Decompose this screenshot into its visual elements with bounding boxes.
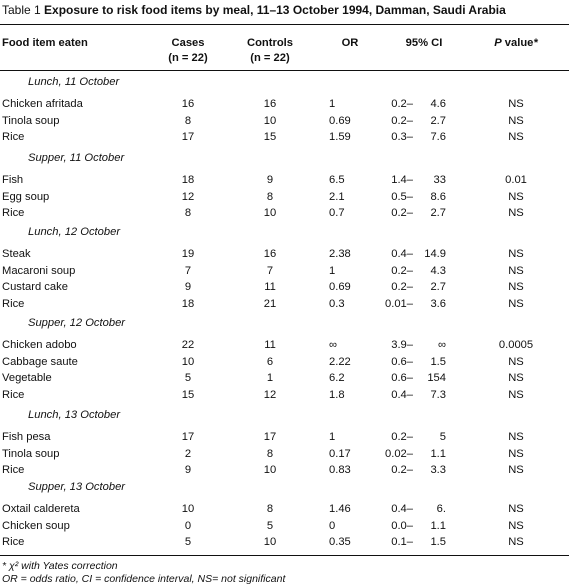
header-controls-label: Controls <box>247 37 293 49</box>
food-item-cell: Tinola soup <box>2 114 60 127</box>
controls-cell: 8 <box>266 447 274 460</box>
odds-ratio-cell: ∞ <box>329 339 337 351</box>
ci-upper-cell: 1.1 <box>430 519 446 532</box>
controls-cell: 9 <box>266 174 274 186</box>
food-item-cell: Chicken adobo <box>2 339 77 351</box>
controls-cell: 10 <box>263 114 277 127</box>
table-caption: Exposure to risk food items by meal, 11–13 October 1994, Damman, Saudi Arabia <box>44 3 506 17</box>
ci-lower-cell: 0.2– <box>391 207 413 220</box>
meal-section-heading: Lunch, 11 October <box>28 76 120 88</box>
ci-lower-cell: 0.3– <box>391 131 413 144</box>
food-item-cell: Oxtail caldereta <box>2 503 80 515</box>
food-item-cell: Chicken afritada <box>2 98 83 110</box>
controls-cell: 5 <box>266 519 274 532</box>
table-row <box>0 205 569 222</box>
ci-lower-cell: 0.4– <box>391 248 413 260</box>
controls-cell: 21 <box>263 297 277 310</box>
food-item-cell: Fish pesa <box>2 431 51 443</box>
header-p-footnote-mark: * <box>533 37 538 49</box>
controls-cell: 11 <box>264 339 276 351</box>
food-item-cell: Rice <box>2 464 25 477</box>
p-value-cell: NS <box>508 207 524 220</box>
odds-ratio-cell: 6.5 <box>329 174 345 186</box>
controls-cell: 11 <box>264 281 276 294</box>
cases-cell: 16 <box>181 98 195 110</box>
odds-ratio-cell: 0.83 <box>329 464 351 477</box>
odds-ratio-cell: 0.69 <box>329 114 351 127</box>
odds-ratio-cell: 1 <box>329 98 336 110</box>
controls-cell: 10 <box>263 536 277 549</box>
p-value-cell: NS <box>508 464 524 477</box>
ci-upper-cell: 1.1 <box>430 447 446 460</box>
food-item-cell: Egg soup <box>2 190 50 203</box>
meal-section-heading: Supper, 12 October <box>28 317 126 329</box>
ci-upper-cell: 14.9 <box>424 248 446 260</box>
table-row <box>0 263 569 280</box>
ci-lower-cell: 0.5– <box>391 190 413 203</box>
table-row <box>0 113 569 130</box>
cases-cell: 19 <box>181 248 195 260</box>
table-row <box>0 446 569 463</box>
odds-ratio-cell: 1 <box>329 431 336 443</box>
cases-cell: 8 <box>184 114 192 127</box>
controls-cell: 10 <box>263 464 277 477</box>
ci-lower-cell: 0.1– <box>391 536 413 549</box>
p-value-cell: NS <box>508 297 524 310</box>
table-row <box>0 429 569 446</box>
ci-upper-cell: 33 <box>433 174 446 186</box>
p-value-cell: NS <box>508 281 524 294</box>
food-item-cell: Fish <box>2 174 24 186</box>
p-value-cell: NS <box>508 503 524 515</box>
header-cases-n: (n = 22) <box>168 52 208 64</box>
ci-lower-cell: 0.2– <box>391 464 413 477</box>
controls-cell: 12 <box>263 388 277 401</box>
odds-ratio-cell: 1.8 <box>329 388 345 401</box>
ci-lower-cell: 0.2– <box>391 114 413 127</box>
odds-ratio-cell: 0.3 <box>329 297 345 310</box>
odds-ratio-cell: 0.7 <box>329 207 345 220</box>
header-p-letter: P <box>494 37 502 49</box>
ci-upper-cell: 4.6 <box>430 98 446 110</box>
odds-ratio-cell: 1.59 <box>329 131 351 144</box>
cases-cell: 17 <box>181 431 195 443</box>
table-row <box>0 387 569 404</box>
cases-cell: 5 <box>184 372 192 385</box>
header-or: OR <box>341 37 359 49</box>
table-row <box>0 370 569 387</box>
cases-cell: 2 <box>184 447 192 460</box>
food-item-cell: Rice <box>2 297 25 310</box>
ci-lower-cell: 0.4– <box>391 388 413 401</box>
odds-ratio-cell: 2.1 <box>329 190 345 203</box>
food-item-cell: Vegetable <box>2 372 52 385</box>
food-item-cell: Steak <box>2 248 31 260</box>
food-item-cell: Rice <box>2 131 25 144</box>
ci-upper-cell: 3.6 <box>430 297 446 310</box>
table-row <box>0 337 569 354</box>
controls-cell: 16 <box>263 248 277 260</box>
header-controls-n: (n = 22) <box>250 52 290 64</box>
table-row <box>0 96 569 113</box>
cases-cell: 10 <box>181 503 195 515</box>
p-value-cell: NS <box>508 131 524 144</box>
food-item-cell: Custard cake <box>2 281 68 294</box>
table-row <box>0 534 569 551</box>
ci-lower-cell: 0.2– <box>391 431 413 443</box>
ci-lower-cell: 0.2– <box>391 264 413 277</box>
controls-cell: 10 <box>263 207 277 220</box>
table-row <box>0 501 569 518</box>
p-value-cell: NS <box>508 388 524 401</box>
food-item-cell: Macaroni soup <box>2 264 76 277</box>
ci-upper-cell: 7.6 <box>430 131 446 144</box>
ci-upper-cell: ∞ <box>438 339 446 351</box>
cases-cell: 9 <box>184 281 192 294</box>
cases-cell: 8 <box>184 207 192 220</box>
p-value-cell: NS <box>508 98 524 110</box>
header-cases-label: Cases <box>171 37 205 49</box>
p-value-cell: NS <box>508 372 524 385</box>
ci-upper-cell: 2.7 <box>430 207 446 220</box>
ci-lower-cell: 1.4– <box>391 174 413 186</box>
ci-upper-cell: 2.7 <box>430 281 446 294</box>
ci-lower-cell: 3.9– <box>391 339 413 351</box>
controls-cell: 7 <box>266 264 274 277</box>
p-value-cell: 0.01 <box>505 174 527 186</box>
p-value-cell: NS <box>508 447 524 460</box>
ci-upper-cell: 5 <box>439 431 446 443</box>
cases-cell: 5 <box>184 536 192 549</box>
ci-upper-cell: 8.6 <box>430 190 446 203</box>
ci-upper-cell: 1.5 <box>430 536 446 549</box>
table-row <box>0 129 569 146</box>
controls-cell: 6 <box>266 355 274 368</box>
table-row <box>0 462 569 479</box>
controls-cell: 15 <box>263 131 277 144</box>
cases-cell: 12 <box>181 190 195 203</box>
ci-lower-cell: 0.2– <box>391 98 413 110</box>
p-value-cell: NS <box>508 264 524 277</box>
footnote-yates: * χ² with Yates correction <box>2 560 118 572</box>
cases-cell: 15 <box>181 388 195 401</box>
food-item-cell: Rice <box>2 207 25 220</box>
controls-cell: 8 <box>266 503 274 515</box>
odds-ratio-cell: 1.46 <box>329 503 351 515</box>
odds-ratio-cell: 2.22 <box>329 355 351 368</box>
ci-lower-cell: 0.6– <box>391 355 413 368</box>
odds-ratio-cell: 6.2 <box>329 372 345 385</box>
table-row <box>0 246 569 263</box>
controls-cell: 8 <box>266 190 274 203</box>
odds-ratio-cell: 0.17 <box>329 447 351 460</box>
cases-cell: 7 <box>184 264 192 277</box>
meal-section-heading: Supper, 11 October <box>28 152 125 164</box>
footnote-abbreviations: OR = odds ratio, CI = confidence interval, NS= not significant <box>2 573 286 585</box>
ci-upper-cell: 4.3 <box>430 264 446 277</box>
meal-section-heading: Lunch, 12 October <box>28 226 121 238</box>
p-value-cell: NS <box>508 190 524 203</box>
controls-cell: 1 <box>266 372 274 385</box>
p-value-cell: NS <box>508 519 524 532</box>
food-item-cell: Rice <box>2 388 25 401</box>
ci-lower-cell: 0.0– <box>391 519 413 532</box>
food-item-cell: Tinola soup <box>2 447 60 460</box>
odds-ratio-cell: 0 <box>329 519 336 532</box>
controls-cell: 16 <box>263 98 277 110</box>
ci-lower-cell: 0.02– <box>385 447 413 460</box>
header-food: Food item eaten <box>2 37 88 49</box>
p-value-cell: NS <box>508 114 524 127</box>
ci-lower-cell: 0.01– <box>385 297 413 310</box>
table-row <box>0 189 569 206</box>
food-item-cell: Chicken soup <box>2 519 70 532</box>
meal-section-heading: Supper, 13 October <box>28 481 126 493</box>
table-row <box>0 279 569 296</box>
bottom-rule <box>0 555 569 556</box>
cases-cell: 22 <box>181 339 195 351</box>
header-ci: 95% CI <box>405 37 443 49</box>
ci-upper-cell: 7.3 <box>430 388 446 401</box>
cases-cell: 18 <box>181 297 195 310</box>
odds-ratio-cell: 1 <box>329 264 336 277</box>
odds-ratio-cell: 0.69 <box>329 281 351 294</box>
food-item-cell: Rice <box>2 536 25 549</box>
table-row <box>0 518 569 535</box>
cases-cell: 17 <box>181 131 195 144</box>
ci-lower-cell: 0.2– <box>391 281 413 294</box>
header-p-rest: value <box>501 37 534 49</box>
ci-upper-cell: 154 <box>427 372 446 385</box>
table-row <box>0 296 569 313</box>
ci-lower-cell: 0.6– <box>391 372 413 385</box>
cases-cell: 18 <box>181 174 195 186</box>
table-number: Table 1 <box>2 3 41 17</box>
cases-cell: 0 <box>184 519 192 532</box>
odds-ratio-cell: 2.38 <box>329 248 351 260</box>
p-value-cell: NS <box>508 536 524 549</box>
p-value-cell: 0.0005 <box>498 339 534 351</box>
odds-ratio-cell: 0.35 <box>329 536 351 549</box>
ci-upper-cell: 1.5 <box>430 355 446 368</box>
meal-section-heading: Lunch, 13 October <box>28 409 121 421</box>
table-row <box>0 354 569 371</box>
ci-upper-cell: 3.3 <box>430 464 446 477</box>
controls-cell: 17 <box>263 431 277 443</box>
food-item-cell: Cabbage saute <box>2 355 78 368</box>
ci-lower-cell: 0.4– <box>391 503 413 515</box>
p-value-cell: NS <box>508 355 524 368</box>
p-value-cell: NS <box>508 431 524 443</box>
ci-upper-cell: 2.7 <box>430 114 446 127</box>
table-row <box>0 172 569 189</box>
cases-cell: 10 <box>181 355 195 368</box>
cases-cell: 9 <box>184 464 192 477</box>
ci-upper-cell: 6. <box>436 503 446 515</box>
p-value-cell: NS <box>508 248 524 260</box>
